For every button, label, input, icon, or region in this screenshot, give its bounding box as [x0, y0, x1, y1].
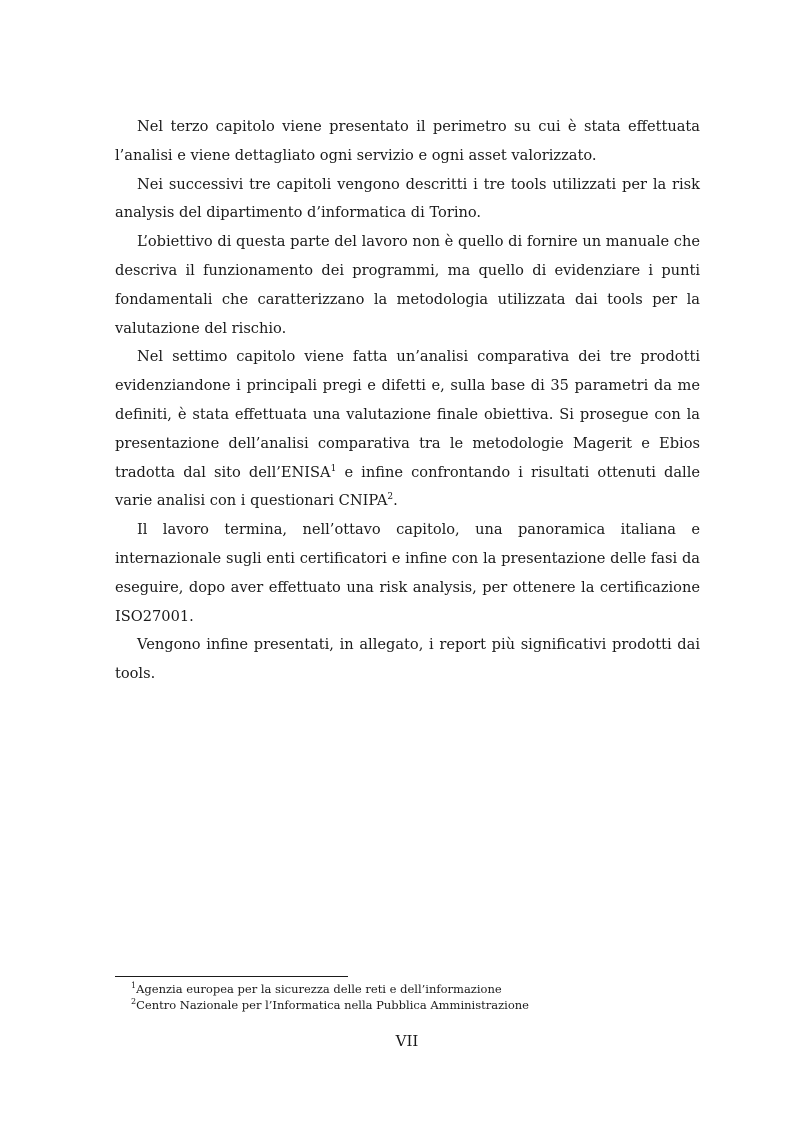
paragraph-obiettivo: L’obiettivo di questa parte del lavoro non è quello di fornire un manuale che descriva il funzionamento dei programmi, ma quello di evidenziare i punti fondamentali che caratterizzano la metodologia utilizzata dai tools per la valutazione del rischio. — [115, 233, 700, 337]
footnote-separator — [115, 976, 348, 977]
footnotes — [131, 981, 701, 1013]
paragraph-allegato: Vengono infine presentati, in allegato, i report più significativi prodotti dai tools. — [115, 636, 700, 683]
footnote-1 — [131, 981, 701, 997]
footnote-ref: 2 — [387, 492, 394, 503]
footnote-text: Agenzia europea per la sicurezza delle reti e dell’informazione — [136, 982, 502, 996]
footnote-text: Centro Nazionale per l’Informatica nella Pubblica Amministrazione — [136, 998, 529, 1012]
paragraph-analisi-comparativa — [115, 343, 700, 516]
footnote-2 — [131, 997, 701, 1013]
footnote-mark: 1 — [131, 981, 137, 991]
paragraph-perimetro: Nel terzo capitolo viene presentato il perimetro su cui è stata effettuata l’analisi e viene dettagliato ogni servizio e ogni asset valorizzato. — [115, 118, 700, 164]
footnote-mark: 2 — [131, 997, 137, 1007]
paragraph-certificazione: Il lavoro termina, nell’ottavo capitolo, una panoramica italiana e internazionale sugli enti certificatori e infine con la presentazione delle fasi da eseguire, dopo aver effettuato una risk analysis, per ottenere la certificazione ISO27001. — [115, 521, 700, 625]
paragraph-tools: Nei successivi tre capitoli vengono descritti i tre tools utilizzati per la risk analysis del dipartimento d’informatica di Torino. — [115, 175, 700, 222]
paragraph-text-part: Nel settimo capitolo viene fatta un’analisi comparativa dei tre prodotti evidenziandone i principali pregi e difetti e, sulla base di 35 parametri da me definiti, è stata effettuata una valutazione finale obiettiva. Si prosegue con la presentazione dell’analisi comparativa tra le metodologie Magerit e Ebios tradotta dal sito dell’ENISA — [115, 348, 700, 481]
footnote-ref: 1 — [330, 463, 337, 474]
paragraph-text-part: e infine confrontando i risultati ottenuti dalle varie analisi con i questionari CNIPA — [115, 463, 700, 510]
body-text — [115, 113, 700, 689]
page-number: VII — [395, 1032, 419, 1050]
paragraph-text-part: . — [393, 492, 398, 510]
